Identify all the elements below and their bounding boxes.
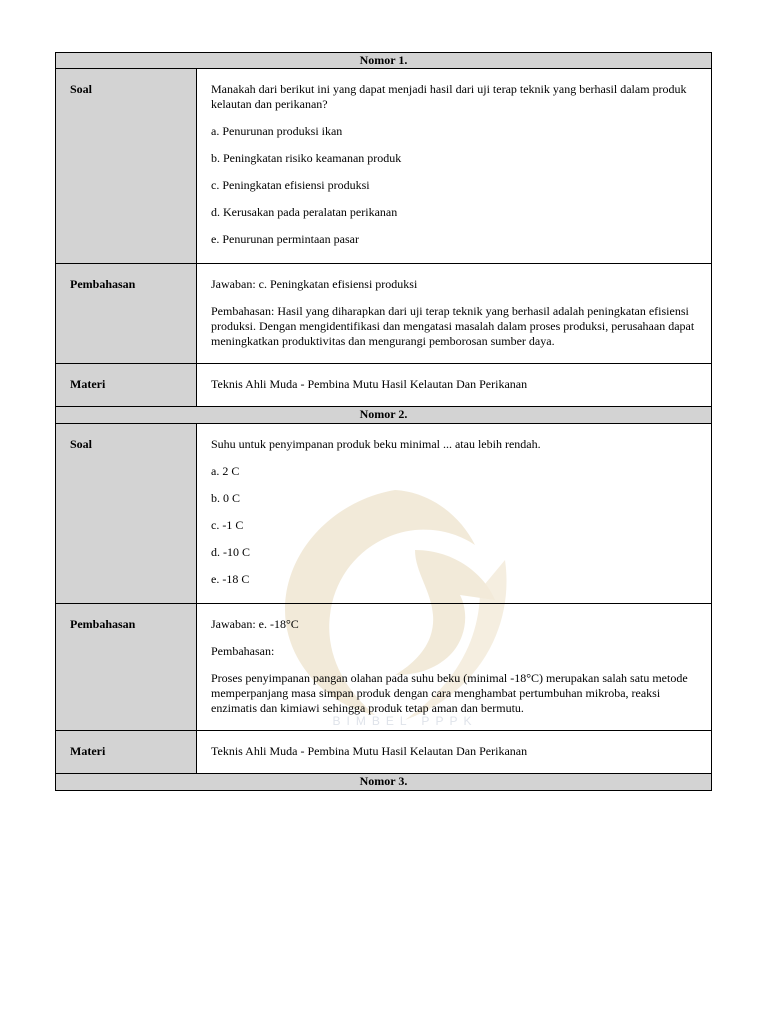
soal-content xyxy=(197,424,711,603)
option-d: d. -10 C xyxy=(211,545,250,559)
question-text: Manakah dari berikut ini yang dapat menjadi hasil dari uji terap teknik yang berhasil dalam produk kelautan dan perikanan? xyxy=(211,82,687,111)
pembahasan-row xyxy=(55,264,712,364)
explanation-intro: Pembahasan: xyxy=(211,644,275,658)
soal-content xyxy=(197,69,711,263)
question-text: Suhu untuk penyimpanan produk beku minimal ... atau lebih rendah. xyxy=(211,437,541,451)
pembahasan-label: Pembahasan xyxy=(56,604,197,730)
pembahasan-row xyxy=(55,604,712,731)
answer-text: Jawaban: c. Peningkatan efisiensi produksi xyxy=(211,277,418,291)
option-c: c. Peningkatan efisiensi produksi xyxy=(211,178,370,192)
watermark-text: BIMBEL PPPK xyxy=(332,714,478,728)
answer-text: Jawaban: e. -18°C xyxy=(211,617,299,631)
soal-label: Soal xyxy=(56,69,197,263)
explanation-text: Pembahasan: Hasil yang diharapkan dari uji terap teknik yang berhasil adalah peningkatan efisiensi produksi. Dengan mengidentifikasi dan mengatasi masalah dalam proses produksi, perusahaan dapat meningkatkan produktivitas dan mengurangi pemborosan sumber daya. xyxy=(211,304,695,348)
materi-label: Materi xyxy=(56,731,197,773)
option-e: e. -18 C xyxy=(211,572,250,586)
question-header: Nomor 1. xyxy=(55,52,712,69)
soal-row xyxy=(55,424,712,604)
explanation-text: Proses penyimpanan pangan olahan pada suhu beku (minimal -18°C) merupakan salah satu metode memperpanjang masa simpan produk dengan cara menghambat pertumbuhan mikroba, reaksi enzimatis dan kimiawi sehingga produk tetap aman dan bermutu. xyxy=(211,671,688,715)
materi-row xyxy=(55,364,712,407)
question-header: Nomor 3. xyxy=(55,774,712,791)
materi-label: Materi xyxy=(56,364,197,406)
materi-content: Teknis Ahli Muda - Pembina Mutu Hasil Kelautan Dan Perikanan xyxy=(211,377,528,391)
option-b: b. Peningkatan risiko keamanan produk xyxy=(211,151,402,165)
materi-content: Teknis Ahli Muda - Pembina Mutu Hasil Kelautan Dan Perikanan xyxy=(211,744,528,758)
question-header: Nomor 2. xyxy=(55,407,712,424)
soal-row xyxy=(55,69,712,264)
option-a: a. Penurunan produksi ikan xyxy=(211,124,343,138)
option-d: d. Kerusakan pada peralatan perikanan xyxy=(211,205,398,219)
option-c: c. -1 C xyxy=(211,518,244,532)
soal-label: Soal xyxy=(56,424,197,603)
materi-row xyxy=(55,731,712,774)
questions-document xyxy=(55,52,712,791)
pembahasan-label: Pembahasan xyxy=(56,264,197,363)
option-b: b. 0 C xyxy=(211,491,241,505)
option-e: e. Penurunan permintaan pasar xyxy=(211,232,359,246)
pembahasan-content xyxy=(197,604,711,730)
pembahasan-content xyxy=(197,264,711,363)
option-a: a. 2 C xyxy=(211,464,240,478)
